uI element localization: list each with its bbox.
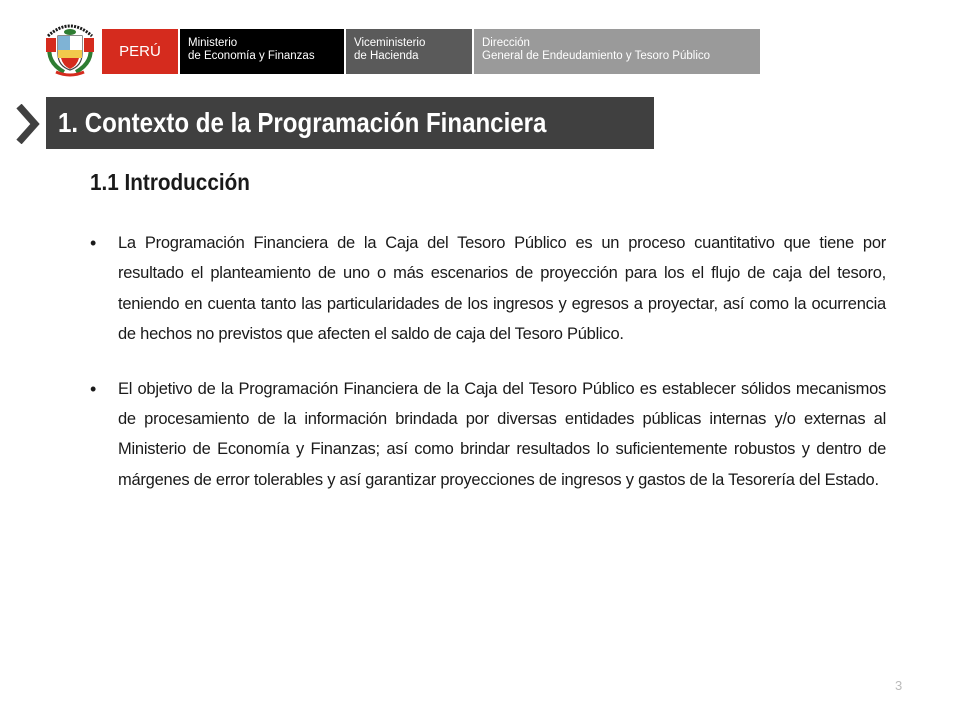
bullet-text: La Programación Financiera de la Caja del Tesoro Público es un proceso cuantitativo que tiene por resultado el planteamiento de uno o más escenarios de proyección para los el flujo de caja del tesoro, teniendo en cuenta tanto las particularidades de los ingresos y egresos a proyectar, así como la ocurrencia de hechos no previstos que afecten el saldo de caja del Tesoro Público. xyxy=(118,234,886,344)
list-item xyxy=(90,228,886,350)
chevron-right-icon xyxy=(15,104,41,144)
country-tag xyxy=(102,29,178,74)
direction-line-2: General de Endeudamiento y Tesoro Público xyxy=(482,50,711,62)
bullet-text: El objetivo de la Programación Financiera de la Caja del Tesoro Público es establecer sólidos mecanismos de procesamiento de la información brindada por diversas entidades públicas internas y/o externas al Ministerio de Economía y Finanzas; así como brindar resultados lo suficientemente robustos y dentro de márgenes de error tolerables y así garantizar proyecciones de ingresos y gastos de la Tesorería del Estado. xyxy=(118,379,886,489)
vice-ministry-line-2: de Hacienda xyxy=(354,50,419,62)
ministry-line-1: Ministerio xyxy=(188,37,238,49)
bullet-icon: • xyxy=(90,378,97,399)
direction-line-1: Dirección xyxy=(482,37,530,49)
page-number: 3 xyxy=(895,678,903,693)
vice-ministry-line-1: Viceministerio xyxy=(354,37,426,49)
ministry-tag xyxy=(180,29,344,74)
subsection-heading: 1.1 Introducción xyxy=(90,169,250,195)
direction-tag xyxy=(474,29,760,74)
bullet-list xyxy=(90,228,886,519)
section-title: 1. Contexto de la Programación Financiera xyxy=(58,107,547,138)
bullet-icon: • xyxy=(90,233,97,253)
list-item xyxy=(90,374,886,496)
section-title-band xyxy=(46,97,654,149)
vice-ministry-tag xyxy=(346,29,472,74)
ministry-line-2: de Economía y Finanzas xyxy=(188,50,315,62)
country-label: PERÚ xyxy=(119,43,161,60)
coat-of-arms-logo xyxy=(38,14,102,80)
